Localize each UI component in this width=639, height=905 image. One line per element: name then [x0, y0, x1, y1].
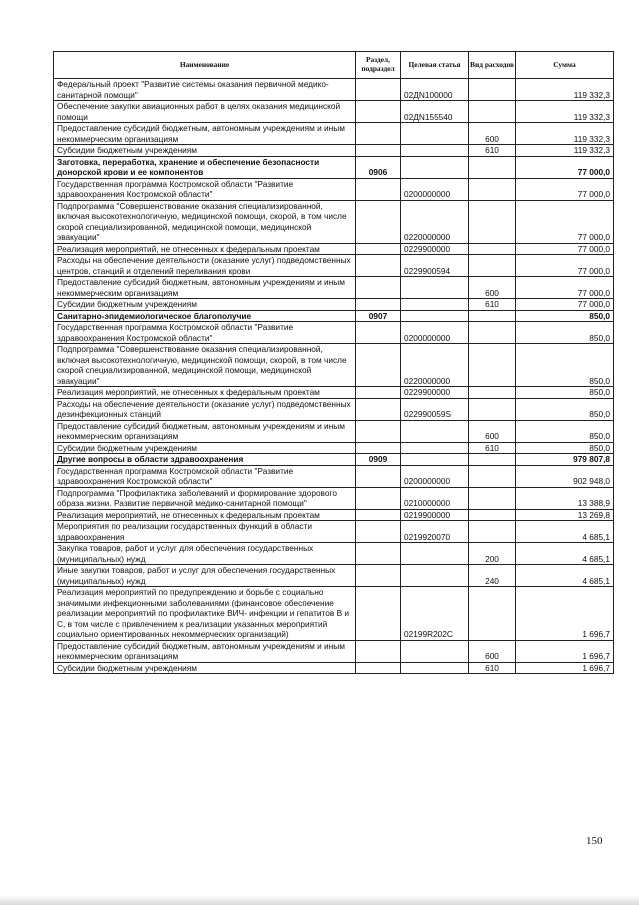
cell-section	[356, 79, 401, 101]
cell-name: Реализация мероприятий по предупреждению и борьбе с социально значимыми инфекционными заболеваниями (финансовое обеспечение реализации мероприятий по профилактике ВИЧ- инфекции и гепатитов В и С, в том числе с привлечением к реализации указанных мероприятий социально ориентированных некоммерческих организаций)	[54, 587, 356, 641]
cell-sum: 77 000,0	[516, 200, 614, 243]
cell-section	[356, 398, 401, 420]
cell-target	[401, 454, 469, 466]
cell-target	[401, 310, 469, 322]
cell-sum: 1 696,7	[516, 640, 614, 662]
cell-section	[356, 255, 401, 277]
cell-section	[356, 178, 401, 200]
cell-sum: 77 000,0	[516, 178, 614, 200]
cell-kind	[469, 487, 516, 509]
cell-target	[401, 156, 469, 178]
cell-name: Санитарно-эпидемиологическое благополучие	[54, 310, 356, 322]
cell-kind	[469, 310, 516, 322]
cell-kind	[469, 387, 516, 399]
table-row	[54, 565, 614, 587]
table-row	[54, 79, 614, 101]
cell-section	[356, 200, 401, 243]
cell-target: 0200000000	[401, 178, 469, 200]
cell-target: 0219900000	[401, 509, 469, 521]
cell-target	[401, 299, 469, 311]
cell-sum: 13 269,8	[516, 509, 614, 521]
table-row	[54, 145, 614, 157]
cell-section	[356, 640, 401, 662]
cell-target	[401, 640, 469, 662]
table-row	[54, 640, 614, 662]
cell-section	[356, 322, 401, 344]
cell-section	[356, 387, 401, 399]
cell-target	[401, 662, 469, 674]
cell-sum: 4 685,1	[516, 543, 614, 565]
cell-kind	[469, 398, 516, 420]
cell-sum: 850,0	[516, 310, 614, 322]
header-target: Целевая статья	[401, 52, 469, 79]
cell-sum: 119 332,3	[516, 79, 614, 101]
cell-target: 0200000000	[401, 322, 469, 344]
cell-sum: 13 388,9	[516, 487, 614, 509]
table-row	[54, 398, 614, 420]
cell-section	[356, 101, 401, 123]
cell-kind	[469, 156, 516, 178]
cell-section	[356, 465, 401, 487]
cell-target	[401, 420, 469, 442]
cell-target: 0229900594	[401, 255, 469, 277]
cell-sum: 1 696,7	[516, 587, 614, 641]
cell-sum: 850,0	[516, 420, 614, 442]
cell-section: 0909	[356, 454, 401, 466]
table-row	[54, 465, 614, 487]
header-kind: Вид расходов	[469, 52, 516, 79]
cell-target: 0200000000	[401, 465, 469, 487]
table-row	[54, 509, 614, 521]
header-name: Наименование	[54, 52, 356, 79]
cell-target	[401, 277, 469, 299]
cell-name: Мероприятия по реализации государственных функций в области здравоохранения	[54, 521, 356, 543]
cell-sum: 850,0	[516, 398, 614, 420]
cell-kind	[469, 454, 516, 466]
cell-kind: 200	[469, 543, 516, 565]
cell-target: 022990059S	[401, 398, 469, 420]
table-row	[54, 487, 614, 509]
cell-section	[356, 509, 401, 521]
cell-target	[401, 123, 469, 145]
table-row	[54, 387, 614, 399]
cell-section: 0907	[356, 310, 401, 322]
table-row	[54, 123, 614, 145]
cell-name: Реализация мероприятий, не отнесенных к федеральным проектам	[54, 387, 356, 399]
cell-kind: 610	[469, 662, 516, 674]
cell-section	[356, 344, 401, 387]
cell-target	[401, 565, 469, 587]
cell-sum: 77 000,0	[516, 243, 614, 255]
cell-sum: 4 685,1	[516, 565, 614, 587]
cell-name: Обеспечение закупки авиационных работ в целях оказания медицинской помощи	[54, 101, 356, 123]
cell-sum: 4 685,1	[516, 521, 614, 543]
cell-sum: 850,0	[516, 322, 614, 344]
cell-kind	[469, 255, 516, 277]
cell-section	[356, 145, 401, 157]
cell-name: Государственная программа Костромской области "Развитие здравоохранения Костромской области"	[54, 322, 356, 344]
table-row	[54, 587, 614, 641]
table-row	[54, 521, 614, 543]
cell-name: Расходы на обеспечение деятельности (оказание услуг) подведомственных центров, станций и отделений переливания крови	[54, 255, 356, 277]
cell-sum: 850,0	[516, 442, 614, 454]
cell-name: Закупка товаров, работ и услуг для обеспечения государственных (муниципальных) нужд	[54, 543, 356, 565]
cell-name: Государственная программа Костромской области "Развитие здравоохранения Костромской области"	[54, 465, 356, 487]
cell-target: 0220000000	[401, 344, 469, 387]
cell-name: Предоставление субсидий бюджетным, автономным учреждениям и иным некоммерческим организациям	[54, 123, 356, 145]
cell-section	[356, 521, 401, 543]
cell-kind	[469, 79, 516, 101]
cell-section	[356, 123, 401, 145]
cell-target	[401, 543, 469, 565]
page-number: 150	[586, 835, 603, 847]
header-section: Раздел, подраздел	[356, 52, 401, 79]
table-row	[54, 442, 614, 454]
cell-kind: 600	[469, 123, 516, 145]
cell-section	[356, 565, 401, 587]
cell-kind: 240	[469, 565, 516, 587]
table-row	[54, 310, 614, 322]
cell-name: Расходы на обеспечение деятельности (оказание услуг) подведомственных дезинфекционных станций	[54, 398, 356, 420]
page-edge-shadow	[0, 895, 639, 905]
cell-name: Субсидии бюджетным учреждениям	[54, 145, 356, 157]
table-row	[54, 277, 614, 299]
cell-target	[401, 145, 469, 157]
cell-kind	[469, 101, 516, 123]
cell-section	[356, 442, 401, 454]
cell-section	[356, 543, 401, 565]
cell-name: Подпрограмма "Совершенствование оказания специализированной, включая высокотехнологичную, медицинской помощи, скорой, в том числе скорой специализированной, медицинской помощи, медицинской эвакуации"	[54, 200, 356, 243]
cell-sum: 119 332,3	[516, 123, 614, 145]
cell-sum: 77 000,0	[516, 156, 614, 178]
cell-kind	[469, 200, 516, 243]
table-body	[54, 79, 614, 674]
cell-target: 0229900000	[401, 243, 469, 255]
table-row	[54, 200, 614, 243]
cell-sum: 1 696,7	[516, 662, 614, 674]
cell-target: 02ДN100000	[401, 79, 469, 101]
cell-name: Предоставление субсидий бюджетным, автономным учреждениям и иным некоммерческим организациям	[54, 420, 356, 442]
cell-name: Заготовка, переработка, хранение и обеспечение безопасности донорской крови и ее компонентов	[54, 156, 356, 178]
cell-name: Субсидии бюджетным учреждениям	[54, 299, 356, 311]
cell-kind	[469, 521, 516, 543]
cell-sum: 77 000,0	[516, 299, 614, 311]
cell-target: 0229900000	[401, 387, 469, 399]
cell-target: 0210000000	[401, 487, 469, 509]
cell-kind	[469, 178, 516, 200]
cell-sum: 77 000,0	[516, 277, 614, 299]
table-row	[54, 344, 614, 387]
cell-section	[356, 662, 401, 674]
cell-sum: 902 948,0	[516, 465, 614, 487]
cell-target: 02ДN155540	[401, 101, 469, 123]
cell-kind	[469, 243, 516, 255]
cell-target: 0220000000	[401, 200, 469, 243]
budget-table	[53, 51, 614, 674]
table-row	[54, 299, 614, 311]
table-row	[54, 243, 614, 255]
cell-kind: 600	[469, 420, 516, 442]
cell-target: 02199R202C	[401, 587, 469, 641]
cell-section	[356, 243, 401, 255]
cell-name: Реализация мероприятий, не отнесенных к федеральным проектам	[54, 243, 356, 255]
cell-sum: 119 332,3	[516, 145, 614, 157]
cell-kind: 600	[469, 640, 516, 662]
cell-section	[356, 299, 401, 311]
cell-name: Предоставление субсидий бюджетным, автономным учреждениям и иным некоммерческим организациям	[54, 640, 356, 662]
table-row	[54, 543, 614, 565]
table-row	[54, 156, 614, 178]
cell-name: Предоставление субсидий бюджетным, автономным учреждениям и иным некоммерческим организациям	[54, 277, 356, 299]
cell-kind	[469, 322, 516, 344]
table-header	[54, 52, 614, 79]
cell-target	[401, 442, 469, 454]
cell-kind: 610	[469, 299, 516, 311]
table-row	[54, 454, 614, 466]
cell-name: Иные закупки товаров, работ и услуг для обеспечения государственных (муниципальных) нужд	[54, 565, 356, 587]
cell-kind	[469, 509, 516, 521]
cell-kind: 610	[469, 145, 516, 157]
cell-name: Другие вопросы в области здравоохранения	[54, 454, 356, 466]
table-row	[54, 178, 614, 200]
table-row	[54, 101, 614, 123]
table-row	[54, 322, 614, 344]
header-sum: Сумма	[516, 52, 614, 79]
cell-section	[356, 420, 401, 442]
cell-kind: 610	[469, 442, 516, 454]
cell-kind: 600	[469, 277, 516, 299]
cell-section	[356, 277, 401, 299]
cell-kind	[469, 344, 516, 387]
cell-kind	[469, 587, 516, 641]
table-row	[54, 420, 614, 442]
cell-name: Федеральный проект "Развитие системы оказания первичной медико-санитарной помощи"	[54, 79, 356, 101]
cell-section	[356, 587, 401, 641]
cell-name: Субсидии бюджетным учреждениям	[54, 662, 356, 674]
cell-name: Реализация мероприятий, не отнесенных к федеральным проектам	[54, 509, 356, 521]
cell-section: 0906	[356, 156, 401, 178]
cell-kind	[469, 465, 516, 487]
table-row	[54, 255, 614, 277]
cell-name: Подпрограмма "Профилактика заболеваний и формирование здорового образа жизни. Развитие первичной медико-санитарной помощи"	[54, 487, 356, 509]
table-row	[54, 662, 614, 674]
cell-name: Государственная программа Костромской области "Развитие здравоохранения Костромской области"	[54, 178, 356, 200]
cell-name: Субсидии бюджетным учреждениям	[54, 442, 356, 454]
cell-sum: 850,0	[516, 387, 614, 399]
cell-sum: 979 807,8	[516, 454, 614, 466]
cell-sum: 119 332,3	[516, 101, 614, 123]
cell-name: Подпрограмма "Совершенствование оказания специализированной, включая высокотехнологичную, медицинской помощи, скорой, в том числе скорой специализированной, медицинской помощи, медицинской эвакуации"	[54, 344, 356, 387]
cell-sum: 77 000,0	[516, 255, 614, 277]
cell-sum: 850,0	[516, 344, 614, 387]
cell-target: 0219920070	[401, 521, 469, 543]
cell-section	[356, 487, 401, 509]
